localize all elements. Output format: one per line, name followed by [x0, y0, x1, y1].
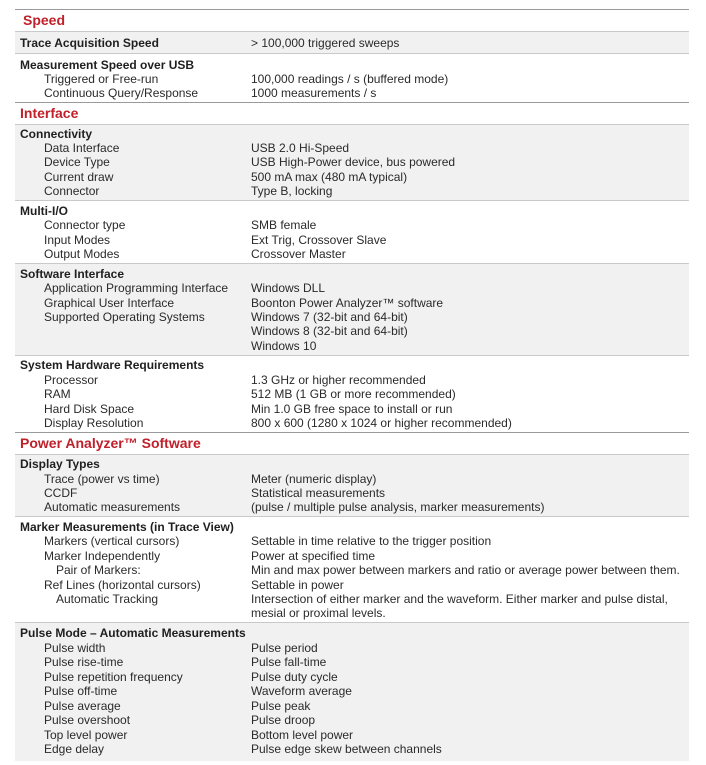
spec-value: Pulse period	[251, 641, 318, 655]
spec-label: Pulse repetition frequency	[44, 670, 183, 684]
spec-label: Graphical User Interface	[44, 296, 175, 310]
spec-value: Pulse duty cycle	[251, 670, 338, 684]
row-heading-software-interface: Software Interface	[20, 267, 125, 281]
spec-label: CCDF	[44, 486, 78, 500]
divider	[15, 454, 689, 455]
spec-label: Marker Independently	[44, 549, 161, 563]
divider	[15, 53, 689, 54]
spec-value: Intersection of either marker and the waveform. Either marker and pulse distal,	[251, 592, 668, 606]
spec-value: mesial or proximal levels.	[251, 606, 386, 620]
row-heading-marker-measurements: Marker Measurements (in Trace View)	[20, 520, 234, 534]
spec-value: Statistical measurements	[251, 486, 386, 500]
spec-label: Trace (power vs time)	[44, 472, 160, 486]
section-title-power-analyzer-software: Power Analyzer™ Software	[20, 435, 201, 451]
spec-label: RAM	[44, 387, 71, 401]
spec-value: USB 2.0 Hi-Speed	[251, 141, 350, 155]
divider	[15, 31, 689, 32]
section-title-interface: Interface	[20, 105, 79, 121]
spec-label: Triggered or Free-run	[44, 72, 159, 86]
spec-value: 1000 measurements / s	[251, 86, 377, 100]
spec-value: Ext Trig, Crossover Slave	[251, 233, 387, 247]
spec-label: Application Programming Interface	[44, 281, 229, 295]
row-value-trace-acquisition: > 100,000 triggered sweeps	[251, 36, 400, 50]
spec-value: 1.3 GHz or higher recommended	[251, 373, 426, 387]
spec-value: Windows 10	[251, 339, 317, 353]
spec-value: Settable in time relative to the trigger position	[251, 534, 492, 548]
spec-label: Pulse average	[44, 699, 121, 713]
spec-label: Pulse rise-time	[44, 655, 124, 669]
spec-value: USB High-Power device, bus powered	[251, 155, 456, 169]
divider	[15, 9, 689, 10]
divider	[15, 355, 689, 356]
spec-label: Device Type	[44, 155, 110, 169]
spec-value: Min and max power between markers and ratio or average power between them.	[251, 563, 680, 577]
spec-label: Current draw	[44, 170, 114, 184]
spec-label: Automatic Tracking	[56, 592, 159, 606]
spec-value: Pulse peak	[251, 699, 311, 713]
spec-value: Windows DLL	[251, 281, 326, 295]
spec-label: Input Modes	[44, 233, 111, 247]
spec-label: Data Interface	[44, 141, 120, 155]
spec-value: Waveform average	[251, 684, 352, 698]
spec-value: Pulse edge skew between channels	[251, 742, 442, 756]
row-heading-usb-speed: Measurement Speed over USB	[20, 58, 195, 72]
spec-value: Meter (numeric display)	[251, 472, 377, 486]
spec-value: 800 x 600 (1280 x 1024 or higher recommended)	[251, 416, 512, 430]
spec-value: (pulse / multiple pulse analysis, marker measurements)	[251, 500, 545, 514]
spec-label: Ref Lines (horizontal cursors)	[44, 578, 201, 592]
spec-label: Processor	[44, 373, 99, 387]
spec-value: 100,000 readings / s (buffered mode)	[251, 72, 449, 86]
spec-label: Pair of Markers:	[56, 563, 141, 577]
spec-label: Pulse width	[44, 641, 106, 655]
spec-value: Pulse fall-time	[251, 655, 327, 669]
spec-value: Bottom level power	[251, 728, 354, 742]
spec-value: SMB female	[251, 218, 317, 232]
row-heading-display-types: Display Types	[20, 457, 100, 471]
divider	[15, 516, 689, 517]
spec-value: 512 MB (1 GB or more recommended)	[251, 387, 456, 401]
row-heading-trace-acquisition: Trace Acquisition Speed	[20, 36, 159, 50]
spec-value: Boonton Power Analyzer™ software	[251, 296, 444, 310]
spec-label: Connector type	[44, 218, 126, 232]
spec-value: Min 1.0 GB free space to install or run	[251, 402, 453, 416]
spec-value: Power at specified time	[251, 549, 376, 563]
spec-value: 500 mA max (480 mA typical)	[251, 170, 408, 184]
spec-value: Type B, locking	[251, 184, 333, 198]
spec-label: Display Resolution	[44, 416, 144, 430]
spec-value: Windows 8 (32-bit and 64-bit)	[251, 324, 408, 338]
spec-label: Edge delay	[44, 742, 105, 756]
spec-label: Hard Disk Space	[44, 402, 135, 416]
spec-value: Settable in power	[251, 578, 344, 592]
spec-label: Markers (vertical cursors)	[44, 534, 180, 548]
row-heading-pulse-mode: Pulse Mode – Automatic Measurements	[20, 626, 246, 640]
divider	[15, 124, 689, 125]
divider	[15, 102, 689, 103]
spec-label: Output Modes	[44, 247, 120, 261]
spec-label: Pulse off-time	[44, 684, 118, 698]
section-title-speed: Speed	[23, 12, 66, 28]
spec-value: Pulse droop	[251, 713, 316, 727]
divider	[15, 200, 689, 201]
spec-label: Automatic measurements	[44, 500, 181, 514]
spec-label: Top level power	[44, 728, 128, 742]
row-heading-connectivity: Connectivity	[20, 127, 93, 141]
spec-value: Windows 7 (32-bit and 64-bit)	[251, 310, 408, 324]
spec-label: Pulse overshoot	[44, 713, 131, 727]
spec-label: Connector	[44, 184, 100, 198]
row-heading-system-hardware: System Hardware Requirements	[20, 358, 205, 372]
row-heading-multi-io: Multi-I/O	[20, 204, 68, 218]
spec-label: Supported Operating Systems	[44, 310, 205, 324]
spec-label: Continuous Query/Response	[44, 86, 199, 100]
spec-value: Crossover Master	[251, 247, 346, 261]
divider	[15, 432, 689, 433]
